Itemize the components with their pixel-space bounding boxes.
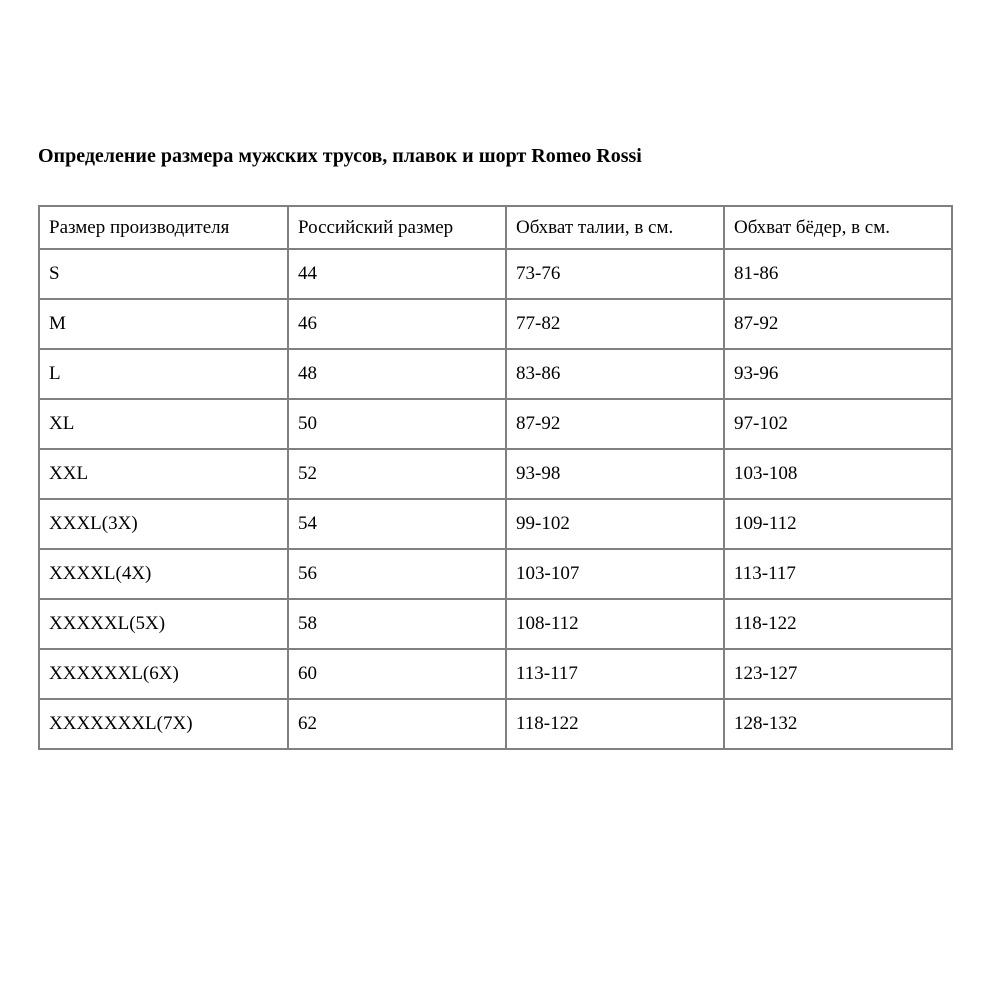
cell-russian-size: 54 xyxy=(288,499,506,549)
page-title: Определение размера мужских трусов, плавок и шорт Romeo Rossi xyxy=(38,145,642,167)
table-row xyxy=(39,249,952,299)
header-russian-size: Российский размер xyxy=(288,206,506,249)
cell-hip-circumference: 97-102 xyxy=(724,399,952,449)
cell-waist-circumference: 93-98 xyxy=(506,449,724,499)
cell-russian-size: 48 xyxy=(288,349,506,399)
table-row xyxy=(39,299,952,349)
cell-waist-circumference: 118-122 xyxy=(506,699,724,749)
cell-manufacturer-size: XXXXXXXL(7X) xyxy=(39,699,288,749)
cell-russian-size: 62 xyxy=(288,699,506,749)
header-waist-circumference: Обхват талии, в см. xyxy=(506,206,724,249)
table-row xyxy=(39,449,952,499)
cell-manufacturer-size: M xyxy=(39,299,288,349)
cell-waist-circumference: 87-92 xyxy=(506,399,724,449)
cell-hip-circumference: 93-96 xyxy=(724,349,952,399)
cell-manufacturer-size: L xyxy=(39,349,288,399)
cell-manufacturer-size: XXXXL(4X) xyxy=(39,549,288,599)
cell-manufacturer-size: XXXXXXL(6X) xyxy=(39,649,288,699)
cell-russian-size: 56 xyxy=(288,549,506,599)
cell-russian-size: 60 xyxy=(288,649,506,699)
table-row xyxy=(39,499,952,549)
cell-hip-circumference: 103-108 xyxy=(724,449,952,499)
cell-russian-size: 52 xyxy=(288,449,506,499)
cell-waist-circumference: 83-86 xyxy=(506,349,724,399)
table-row xyxy=(39,349,952,399)
cell-manufacturer-size: XL xyxy=(39,399,288,449)
table-row xyxy=(39,649,952,699)
cell-waist-circumference: 108-112 xyxy=(506,599,724,649)
cell-hip-circumference: 118-122 xyxy=(724,599,952,649)
cell-hip-circumference: 81-86 xyxy=(724,249,952,299)
cell-russian-size: 46 xyxy=(288,299,506,349)
cell-hip-circumference: 87-92 xyxy=(724,299,952,349)
table-body xyxy=(39,249,952,749)
cell-manufacturer-size: XXL xyxy=(39,449,288,499)
cell-manufacturer-size: S xyxy=(39,249,288,299)
header-hip-circumference: Обхват бёдер, в см. xyxy=(724,206,952,249)
cell-waist-circumference: 103-107 xyxy=(506,549,724,599)
cell-waist-circumference: 73-76 xyxy=(506,249,724,299)
table-row xyxy=(39,549,952,599)
cell-waist-circumference: 77-82 xyxy=(506,299,724,349)
cell-russian-size: 58 xyxy=(288,599,506,649)
cell-russian-size: 50 xyxy=(288,399,506,449)
cell-manufacturer-size: XXXXXL(5X) xyxy=(39,599,288,649)
table-row xyxy=(39,699,952,749)
table-row xyxy=(39,399,952,449)
cell-manufacturer-size: XXXL(3X) xyxy=(39,499,288,549)
header-manufacturer-size: Размер производителя xyxy=(39,206,288,249)
cell-hip-circumference: 128-132 xyxy=(724,699,952,749)
cell-waist-circumference: 113-117 xyxy=(506,649,724,699)
table-header-row xyxy=(39,206,952,249)
cell-hip-circumference: 109-112 xyxy=(724,499,952,549)
cell-russian-size: 44 xyxy=(288,249,506,299)
table-row xyxy=(39,599,952,649)
cell-waist-circumference: 99-102 xyxy=(506,499,724,549)
cell-hip-circumference: 113-117 xyxy=(724,549,952,599)
size-chart-table xyxy=(38,205,953,750)
cell-hip-circumference: 123-127 xyxy=(724,649,952,699)
